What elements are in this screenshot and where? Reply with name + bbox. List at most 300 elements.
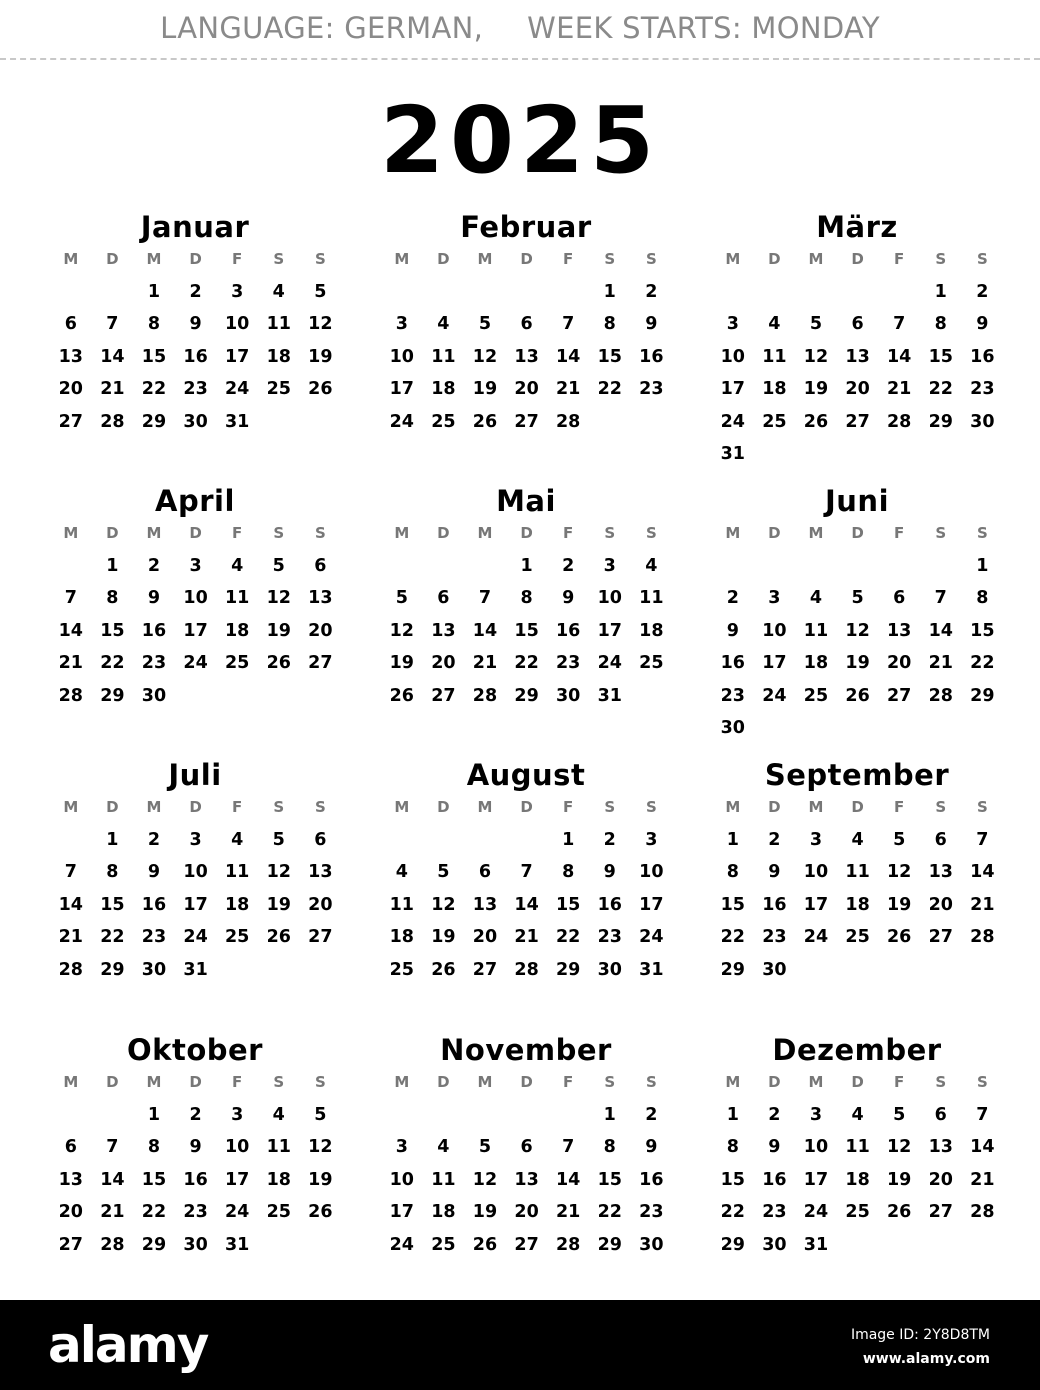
weekday-header: M [146, 250, 162, 268]
day-number: 29 [100, 959, 125, 980]
day-grid [381, 281, 672, 443]
day-number: 13 [431, 620, 456, 641]
day-number: 17 [639, 894, 664, 915]
day-number: 9 [645, 1137, 658, 1158]
day-number: 29 [141, 1234, 167, 1255]
day-number: 1 [726, 830, 739, 850]
weekday-header: S [273, 524, 285, 542]
day-number: 28 [100, 1234, 125, 1255]
weekday-header: D [437, 250, 450, 268]
day-number: 20 [845, 379, 870, 400]
day-number: 29 [514, 685, 539, 706]
weekday-header: S [935, 524, 947, 542]
weekday-header: F [563, 524, 574, 542]
image-id-label: Image ID: 2Y8D8TM [850, 1327, 990, 1343]
weekday-header-row [712, 524, 1003, 542]
day-number: 23 [762, 927, 787, 948]
day-number: 5 [314, 1105, 327, 1125]
weekday-header: S [935, 798, 947, 816]
weekday-header-row [712, 1073, 1003, 1091]
weekday-header: F [232, 524, 243, 542]
day-number: 3 [809, 1105, 823, 1125]
day-number: 14 [58, 894, 83, 915]
day-number: 9 [147, 588, 161, 609]
day-number: 26 [266, 927, 291, 948]
day-number: 30 [183, 1234, 208, 1255]
month-name: Mai [496, 484, 556, 518]
day-grid [712, 829, 1003, 991]
day-number: 29 [720, 959, 745, 980]
day-number: 5 [893, 830, 906, 850]
day-number: 30 [720, 717, 745, 738]
day-number: 1 [603, 282, 616, 302]
day-number: 8 [562, 862, 575, 883]
day-number: 15 [100, 620, 125, 641]
day-number: 6 [851, 314, 864, 335]
weekday-header-row [381, 798, 672, 816]
day-number: 19 [803, 379, 829, 400]
weekday-header: S [976, 1073, 988, 1091]
day-number: 29 [597, 1234, 622, 1255]
day-number: 2 [645, 1105, 658, 1125]
day-number: 6 [934, 830, 947, 850]
weekday-header: S [976, 524, 988, 542]
day-number: 19 [266, 894, 291, 915]
empty-day-cell [381, 555, 423, 587]
day-number: 18 [266, 346, 291, 367]
empty-day-cell [92, 281, 134, 313]
day-number: 13 [58, 346, 83, 367]
language-label: LANGUAGE: GERMAN, [160, 11, 484, 45]
day-number: 9 [603, 862, 616, 883]
day-number: 20 [928, 1169, 953, 1190]
day-grid [381, 555, 672, 717]
weekday-header: F [232, 798, 243, 816]
day-number: 8 [603, 1137, 616, 1158]
day-number: 21 [970, 894, 995, 915]
day-number: 20 [886, 653, 912, 674]
day-number: 12 [886, 1137, 912, 1158]
day-number: 15 [597, 346, 622, 367]
day-number: 18 [845, 894, 870, 915]
day-number: 2 [768, 1105, 781, 1125]
day-number: 7 [520, 862, 533, 883]
day-number: 21 [472, 653, 498, 674]
day-number: 21 [100, 379, 125, 400]
weekday-header: M [394, 524, 410, 542]
day-number: 8 [520, 588, 533, 609]
day-number: 24 [183, 927, 208, 948]
day-number: 25 [762, 411, 787, 432]
day-number: 3 [809, 830, 823, 850]
top-info-bar [0, 0, 1040, 56]
day-number: 11 [845, 1137, 870, 1158]
week-start-label: WEEK STARTS: MONDAY [527, 11, 880, 45]
day-number: 1 [147, 1105, 161, 1125]
empty-day-cell [547, 1104, 589, 1136]
weekday-header: D [106, 1073, 119, 1091]
day-number: 22 [597, 1202, 622, 1223]
day-number: 27 [514, 1234, 539, 1255]
weekday-header: D [851, 1073, 864, 1091]
weekday-header: M [146, 524, 162, 542]
day-number: 13 [308, 588, 333, 609]
day-number: 5 [272, 830, 285, 850]
day-number: 12 [389, 620, 414, 641]
day-number: 8 [976, 588, 989, 609]
day-number: 21 [100, 1202, 125, 1223]
year-title: 2025 [379, 87, 661, 194]
day-number: 2 [189, 1105, 202, 1125]
day-number: 24 [183, 653, 208, 674]
empty-day-cell [837, 281, 879, 313]
day-number: 23 [555, 653, 581, 674]
weekday-header: S [604, 1073, 616, 1091]
weekday-header: D [768, 524, 781, 542]
day-number: 25 [266, 379, 291, 400]
day-number: 3 [189, 830, 202, 850]
day-number: 12 [845, 620, 870, 641]
empty-day-cell [837, 555, 879, 587]
day-number: 18 [389, 927, 414, 948]
day-number: 4 [851, 1105, 864, 1125]
day-number: 2 [645, 282, 658, 302]
empty-day-cell [920, 555, 962, 587]
day-number: 10 [803, 862, 829, 883]
day-number: 25 [431, 1234, 456, 1255]
weekday-header: M [146, 798, 162, 816]
weekday-header-row [50, 798, 341, 816]
day-number: 6 [437, 588, 450, 609]
weekday-header: M [725, 524, 741, 542]
day-number: 24 [639, 927, 664, 948]
empty-day-cell [878, 555, 920, 587]
day-number: 19 [431, 927, 456, 948]
day-number: 22 [720, 1202, 745, 1223]
month-name: April [155, 484, 235, 518]
month-name: März [816, 210, 898, 244]
day-number: 18 [803, 653, 829, 674]
day-number: 13 [845, 346, 870, 367]
day-number: 29 [970, 685, 995, 706]
weekday-header: M [63, 524, 79, 542]
weekday-header: D [189, 798, 202, 816]
weekday-header: F [232, 1073, 243, 1091]
day-number: 4 [437, 1137, 450, 1158]
day-number: 22 [100, 653, 125, 674]
day-grid [50, 281, 341, 443]
day-number: 10 [224, 314, 250, 335]
day-number: 11 [639, 588, 664, 609]
day-number: 25 [266, 1202, 291, 1223]
day-number: 19 [472, 379, 498, 400]
day-number: 1 [106, 556, 119, 576]
day-number: 12 [266, 588, 291, 609]
day-number: 22 [970, 653, 995, 674]
day-number: 30 [141, 685, 167, 706]
day-number: 15 [928, 346, 953, 367]
day-number: 1 [147, 282, 161, 302]
empty-day-cell [464, 555, 506, 587]
day-number: 31 [639, 959, 664, 980]
day-number: 9 [726, 620, 739, 641]
day-number: 4 [768, 314, 781, 335]
day-number: 22 [141, 379, 167, 400]
day-number: 10 [389, 1169, 414, 1190]
weekday-header: S [645, 798, 657, 816]
day-number: 10 [389, 346, 414, 367]
day-number: 25 [639, 653, 664, 674]
day-number: 7 [478, 588, 492, 609]
day-number: 28 [514, 959, 539, 980]
day-number: 28 [928, 685, 953, 706]
day-number: 29 [141, 411, 167, 432]
day-number: 7 [106, 1137, 119, 1158]
day-number: 11 [224, 588, 250, 609]
day-grid [50, 555, 341, 717]
empty-day-cell [50, 281, 92, 313]
empty-day-cell [423, 281, 465, 313]
day-number: 10 [762, 620, 787, 641]
weekday-header: D [106, 798, 119, 816]
day-number: 10 [224, 1137, 250, 1158]
day-number: 9 [147, 862, 161, 883]
day-number: 31 [224, 1234, 250, 1255]
weekday-header: M [146, 1073, 162, 1091]
day-number: 4 [809, 588, 823, 609]
day-number: 24 [720, 411, 745, 432]
weekday-header: M [394, 1073, 410, 1091]
month-name: Dezember [772, 1033, 942, 1067]
day-number: 25 [803, 685, 829, 706]
day-number: 20 [472, 927, 498, 948]
weekday-header: S [935, 1073, 947, 1091]
weekday-header-row [381, 1073, 672, 1091]
weekday-header-row [712, 798, 1003, 816]
day-number: 27 [308, 653, 333, 674]
day-number: 31 [224, 411, 250, 432]
day-number: 23 [183, 1202, 208, 1223]
weekday-header: D [189, 250, 202, 268]
alamy-logo: alamy [48, 1316, 208, 1374]
day-number: 19 [266, 620, 291, 641]
empty-day-cell [795, 281, 837, 313]
day-number: 8 [726, 1137, 739, 1158]
day-number: 12 [308, 314, 333, 335]
dashed-divider [0, 58, 1040, 60]
day-number: 10 [597, 588, 622, 609]
day-number: 4 [272, 1105, 285, 1125]
day-number: 29 [928, 411, 953, 432]
day-number: 8 [934, 314, 947, 335]
day-number: 1 [726, 1105, 739, 1125]
weekday-header: M [725, 250, 741, 268]
day-number: 18 [639, 620, 664, 641]
day-number: 20 [308, 620, 333, 641]
day-number: 14 [100, 346, 125, 367]
weekday-header: M [477, 524, 493, 542]
day-number: 28 [555, 1234, 581, 1255]
weekday-header: S [645, 524, 657, 542]
day-number: 29 [100, 685, 125, 706]
weekday-header: S [273, 250, 285, 268]
weekday-header: D [851, 250, 864, 268]
day-number: 31 [597, 685, 622, 706]
weekday-header: F [894, 1073, 905, 1091]
day-number: 17 [720, 379, 745, 400]
weekday-header: S [645, 250, 657, 268]
day-number: 3 [189, 556, 202, 576]
day-number: 27 [928, 927, 953, 948]
day-number: 2 [603, 830, 616, 850]
weekday-header: S [604, 798, 616, 816]
empty-day-cell [464, 829, 506, 861]
day-number: 8 [147, 314, 161, 335]
weekday-header: M [63, 250, 79, 268]
day-number: 30 [970, 411, 995, 432]
day-number: 1 [562, 830, 575, 850]
day-number: 1 [106, 830, 119, 850]
day-number: 28 [886, 411, 912, 432]
day-number: 14 [970, 1137, 995, 1158]
day-number: 11 [431, 1169, 456, 1190]
day-number: 21 [514, 927, 539, 948]
day-number: 13 [472, 894, 498, 915]
weekday-header-row [50, 250, 341, 268]
day-number: 18 [224, 894, 250, 915]
month-name: August [466, 758, 586, 792]
day-number: 23 [720, 685, 745, 706]
empty-day-cell [878, 281, 920, 313]
day-number: 12 [472, 346, 498, 367]
day-number: 5 [809, 314, 823, 335]
day-grid [50, 1104, 341, 1266]
day-number: 14 [555, 346, 581, 367]
day-number: 12 [886, 862, 912, 883]
empty-day-cell [506, 829, 548, 861]
weekday-header: M [808, 250, 824, 268]
day-number: 12 [308, 1137, 333, 1158]
month-name: November [440, 1033, 612, 1067]
day-number: 23 [183, 379, 208, 400]
day-number: 1 [976, 556, 989, 576]
weekday-header: M [394, 250, 410, 268]
weekday-header: F [894, 524, 905, 542]
day-number: 6 [520, 314, 533, 335]
day-number: 2 [976, 282, 989, 302]
day-number: 29 [555, 959, 581, 980]
day-number: 7 [934, 588, 947, 609]
day-number: 27 [928, 1202, 953, 1223]
day-number: 4 [231, 556, 244, 576]
day-number: 25 [845, 1202, 870, 1223]
day-number: 14 [555, 1169, 581, 1190]
weekday-header: S [314, 798, 326, 816]
empty-day-cell [712, 555, 754, 587]
day-number: 3 [768, 588, 781, 609]
day-number: 3 [231, 1105, 244, 1125]
day-number: 6 [893, 588, 906, 609]
day-number: 11 [266, 314, 291, 335]
day-number: 23 [970, 379, 995, 400]
day-number: 24 [597, 653, 622, 674]
day-number: 13 [886, 620, 912, 641]
day-number: 20 [431, 653, 456, 674]
day-number: 27 [431, 685, 456, 706]
day-number: 11 [845, 862, 870, 883]
empty-day-cell [50, 1104, 92, 1136]
day-number: 2 [768, 830, 781, 850]
day-number: 16 [141, 894, 167, 915]
day-number: 20 [58, 1202, 83, 1223]
day-number: 3 [395, 314, 408, 335]
empty-day-cell [547, 281, 589, 313]
day-number: 9 [768, 862, 781, 883]
day-number: 11 [803, 620, 829, 641]
day-number: 7 [976, 1105, 989, 1125]
day-number: 19 [308, 1169, 333, 1190]
day-number: 21 [58, 653, 83, 674]
day-number: 16 [720, 653, 745, 674]
day-number: 13 [514, 346, 539, 367]
weekday-header: S [273, 798, 285, 816]
day-number: 27 [58, 1234, 83, 1255]
day-number: 25 [431, 411, 456, 432]
day-number: 13 [928, 862, 953, 883]
day-number: 12 [472, 1169, 498, 1190]
weekday-header: M [394, 798, 410, 816]
day-grid [712, 1104, 1003, 1266]
day-number: 14 [886, 346, 912, 367]
empty-day-cell [381, 829, 423, 861]
day-number: 18 [431, 1202, 456, 1223]
day-number: 15 [100, 894, 125, 915]
weekday-header: M [808, 524, 824, 542]
day-number: 17 [389, 1202, 414, 1223]
day-number: 7 [893, 314, 906, 335]
day-number: 13 [514, 1169, 539, 1190]
day-number: 2 [562, 556, 575, 576]
weekday-header: D [520, 798, 533, 816]
day-number: 24 [389, 411, 414, 432]
day-number: 7 [64, 862, 77, 883]
day-grid [712, 281, 1003, 475]
day-number: 27 [514, 411, 539, 432]
day-number: 4 [395, 862, 408, 883]
empty-day-cell [423, 555, 465, 587]
day-number: 18 [762, 379, 787, 400]
weekday-header: D [106, 524, 119, 542]
day-number: 28 [58, 959, 83, 980]
day-number: 16 [639, 346, 664, 367]
weekday-header: D [851, 524, 864, 542]
weekday-header: D [520, 1073, 533, 1091]
day-number: 26 [308, 1202, 333, 1223]
empty-day-cell [423, 1104, 465, 1136]
weekday-header: S [645, 1073, 657, 1091]
day-number: 28 [970, 927, 995, 948]
empty-day-cell [506, 1104, 548, 1136]
day-number: 18 [431, 379, 456, 400]
day-number: 26 [389, 685, 414, 706]
day-number: 8 [147, 1137, 161, 1158]
weekday-header: S [314, 1073, 326, 1091]
day-number: 26 [472, 1234, 498, 1255]
day-number: 5 [893, 1105, 906, 1125]
day-number: 10 [639, 862, 664, 883]
day-number: 8 [726, 862, 739, 883]
weekday-header: M [808, 798, 824, 816]
